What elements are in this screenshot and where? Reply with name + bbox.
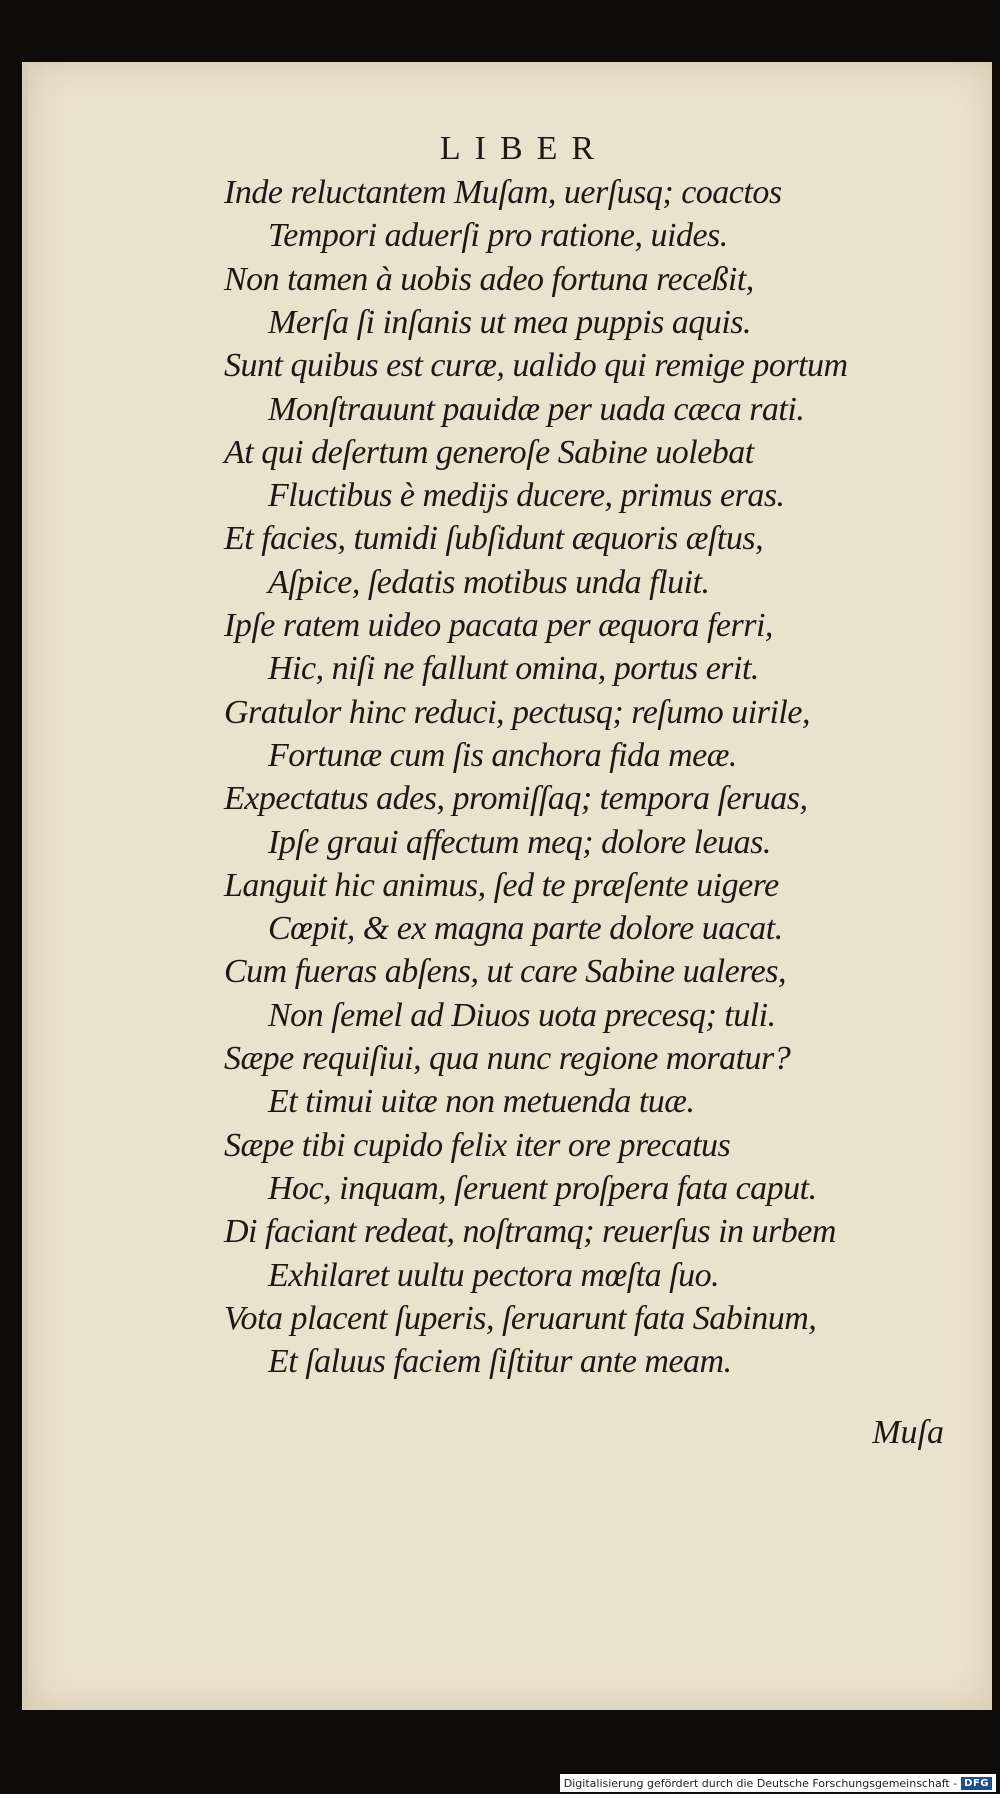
verse-line-pentameter: Et timui uitæ non metuenda tuæ.	[268, 1083, 695, 1121]
verse-line-pentameter: Fortunæ cum ſis anchora fida meæ.	[268, 736, 737, 774]
verse-line-hexameter: Languit hic animus, ſed te præſente uigere	[224, 866, 779, 904]
verse-line-pentameter: Non ſemel ad Diuos uota precesq; tuli.	[268, 996, 776, 1034]
verse-line-pentameter: Hoc, inquam, ſeruent proſpera fata caput.	[268, 1169, 817, 1207]
dfg-logo-icon: DFG	[961, 1777, 992, 1790]
verse-line-hexameter: Sæpe requiſiui, qua nunc regione moratur?	[224, 1040, 791, 1077]
digitization-credit	[560, 1774, 996, 1792]
verse-line-pentameter: Fluctibus è medijs ducere, primus eras.	[268, 477, 785, 515]
verse-line-hexameter: Et facies, tumidi ſubſidunt æquoris æſtus,	[224, 520, 764, 558]
verse-line-pentameter: Ipſe graui affectum meq; dolore leuas.	[268, 823, 771, 861]
verse-line-hexameter: Expectatus ades, promiſſaq; tempora ſeruas,	[224, 780, 808, 818]
verse-line-pentameter: Cœpit, & ex magna parte dolore uacat.	[268, 910, 783, 948]
verse-line-hexameter: Gratulor hinc reduci, pectusq; reſumo uirile,	[224, 693, 810, 731]
verse-line-hexameter: Inde reluctantem Muſam, uerſusq; coactos	[224, 174, 782, 211]
verse-line-hexameter: Di faciant redeat, noſtramq; reuerſus in urbem	[224, 1213, 836, 1251]
verse-line-pentameter: Exhilaret uultu pectora mœſta ſuo.	[268, 1256, 720, 1294]
verse-line-pentameter: Et ſaluus faciem ſiſtitur ante meam.	[268, 1343, 732, 1381]
running-head: LIBER	[439, 130, 609, 167]
verse-line-hexameter: Sæpe tibi cupido felix iter ore precatus	[224, 1126, 731, 1164]
verse-line-pentameter: Aſpice, ſedatis motibus unda fluit.	[268, 563, 710, 601]
verse-line-pentameter: Hic, niſi ne fallunt omina, portus erit.	[268, 650, 759, 688]
verse-line-hexameter: Vota placent ſuperis, ſeruarunt fata Sabinum,	[224, 1299, 817, 1337]
verse-line-hexameter: Non tamen à uobis adeo fortuna receßit,	[224, 260, 754, 298]
book-page	[22, 62, 992, 1710]
verse-line-pentameter: Tempori aduerſi pro ratione, uides.	[268, 217, 728, 255]
verse-line-hexameter: At qui deſertum generoſe Sabine uolebat	[224, 433, 754, 471]
verse-line-hexameter: Ipſe ratem uideo pacata per æquora ferri,	[224, 607, 773, 644]
verse-line-pentameter: Monſtrauunt pauidæ per uada cæca rati.	[268, 390, 805, 428]
verse-line-pentameter: Merſa ſi inſanis ut mea puppis aquis.	[268, 303, 751, 341]
catchword: Muſa	[872, 1414, 944, 1451]
credit-text: Digitalisierung gefördert durch die Deutsche Forschungsgemeinschaft -	[563, 1776, 958, 1790]
verse-line-hexameter: Cum fueras abſens, ut care Sabine ualeres,	[224, 953, 786, 991]
verse-line-hexameter: Sunt quibus est curæ, ualido qui remige portum	[224, 347, 848, 385]
